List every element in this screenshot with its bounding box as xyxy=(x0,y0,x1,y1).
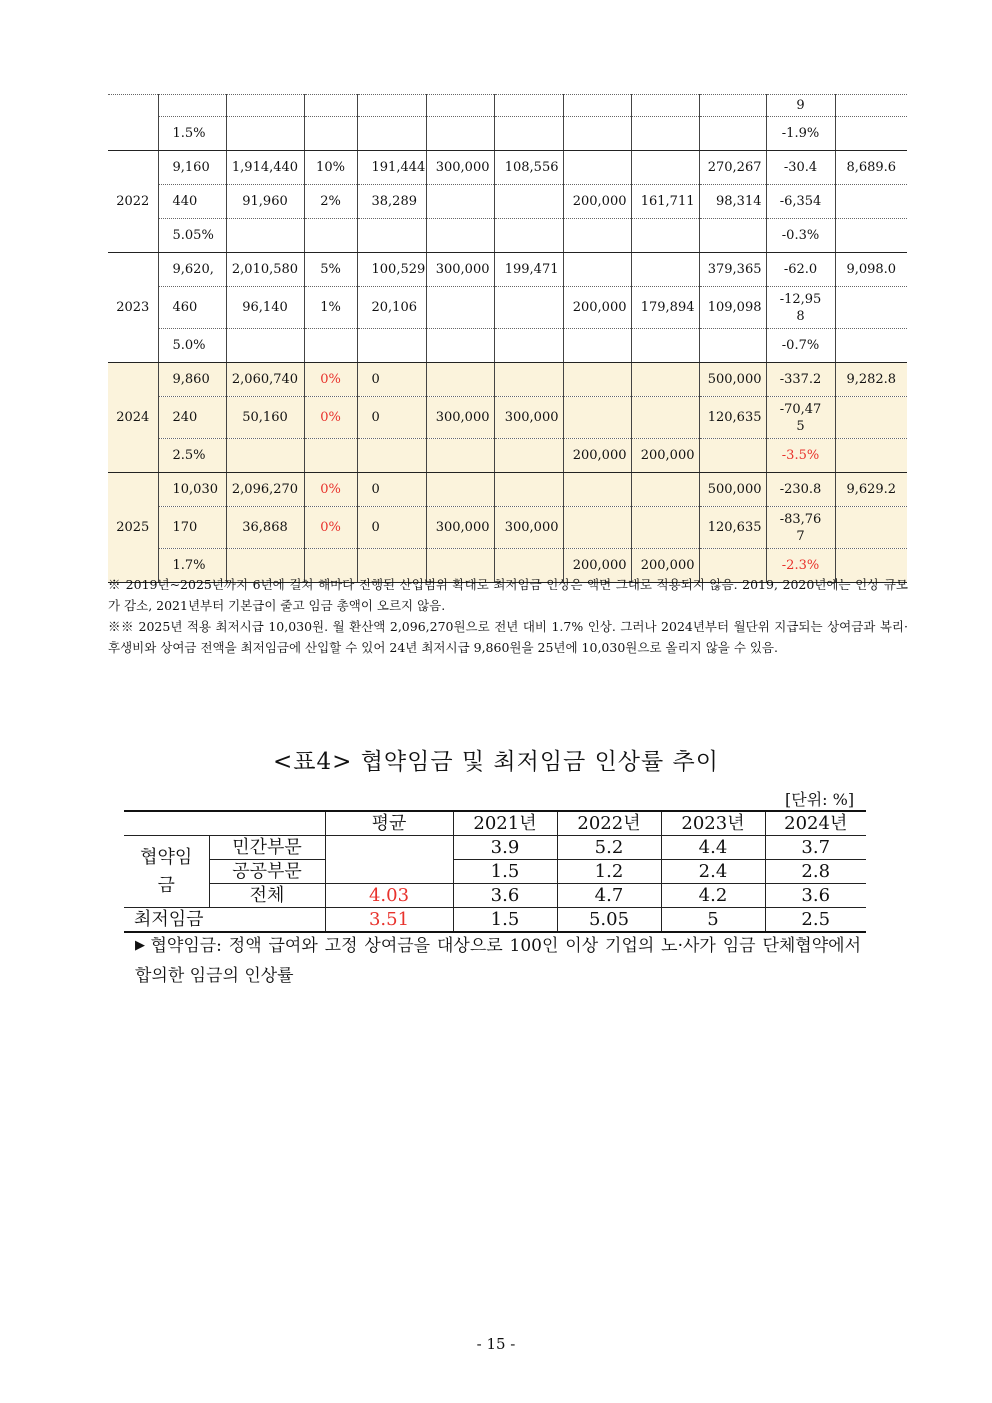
table-cell xyxy=(631,397,699,439)
cell-2024: 3.7 xyxy=(765,836,866,860)
table-cell xyxy=(835,219,907,253)
table-cell xyxy=(426,473,494,507)
table-cell: 200,000 xyxy=(631,549,699,583)
header-2022: 2022년 xyxy=(557,811,661,836)
table-cell xyxy=(494,117,563,151)
table-cell: -62.0 xyxy=(766,253,835,287)
table-cell xyxy=(835,507,907,549)
table-cell: 9,098.0 xyxy=(835,253,907,287)
avg-cell: 4.03 xyxy=(325,884,453,908)
table4-header-row xyxy=(124,811,866,836)
cell-line: -70,47 xyxy=(779,401,822,417)
table-cell: 200,000 xyxy=(563,439,631,473)
table-cell: 0 xyxy=(357,397,426,439)
table-cell xyxy=(835,287,907,329)
table-row xyxy=(108,287,907,329)
table-cell: 0 xyxy=(357,363,426,397)
table-cell: 2,096,270 xyxy=(226,473,304,507)
table-cell xyxy=(494,219,563,253)
table-cell xyxy=(494,185,563,219)
table-cell: 2,010,580 xyxy=(226,253,304,287)
table-cell: 1.5% xyxy=(158,117,226,151)
table-cell xyxy=(158,95,226,117)
year-cell: 2023 xyxy=(108,253,158,363)
cell-2022: 4.7 xyxy=(557,884,661,908)
table-cell: 20,106 xyxy=(357,287,426,329)
table-cell xyxy=(563,117,631,151)
table-cell: 1,914,440 xyxy=(226,151,304,185)
table-cell xyxy=(426,363,494,397)
table-cell: -30.4 xyxy=(766,151,835,185)
table4-row-private xyxy=(124,836,866,860)
table-cell: -1.9% xyxy=(766,117,835,151)
year-cell: 2024 xyxy=(108,363,158,473)
cell-2023: 5 xyxy=(661,908,765,933)
table-cell xyxy=(426,185,494,219)
note-2: ※※ 2025년 적용 최저시급 10,030원. 월 환산액 2,096,270원으로 전년 대비 1.7% 인상. 그러나 2024년부터 월단위 지급되는 상여금과 복리·후생비와 상여금 전액을 최저임금에 산입할 수 있어 24년 최저시급 9,860원을 25년에 10,030원으로 올리지 않을 수 있음. xyxy=(108,619,908,655)
table-cell xyxy=(494,329,563,363)
table-row xyxy=(108,117,907,151)
table-cell xyxy=(226,219,304,253)
table-cell xyxy=(426,329,494,363)
table-cell xyxy=(631,507,699,549)
table-cell: 179,894 xyxy=(631,287,699,329)
table-cell xyxy=(426,117,494,151)
table-cell xyxy=(699,329,766,363)
table-cell: 96,140 xyxy=(226,287,304,329)
table-cell xyxy=(835,185,907,219)
table-cell: 200,000 xyxy=(631,439,699,473)
cell-line: -83,76 xyxy=(779,511,822,527)
table-cell: 500,000 xyxy=(699,473,766,507)
table-cell xyxy=(631,363,699,397)
table-cell: 200,000 xyxy=(563,287,631,329)
table-cell xyxy=(304,117,357,151)
table-cell xyxy=(699,219,766,253)
table-notes xyxy=(108,574,908,658)
table-cell: -3.5% xyxy=(766,439,835,473)
table-cell xyxy=(631,253,699,287)
table-cell: -230.8 xyxy=(766,473,835,507)
table-cell xyxy=(304,439,357,473)
table-cell xyxy=(357,95,426,117)
table-cell: 100,529 xyxy=(357,253,426,287)
year-cell: 2025 xyxy=(108,473,158,583)
table-cell xyxy=(631,329,699,363)
page-number: - 15 - xyxy=(476,1335,516,1353)
cell-line: -12,95 xyxy=(779,291,822,307)
wage-increase-table xyxy=(124,810,866,933)
table4-row-public xyxy=(124,860,866,884)
table-cell: 200,000 xyxy=(563,185,631,219)
cell-2021: 1.5 xyxy=(453,908,557,933)
table-row xyxy=(108,397,907,439)
table-cell xyxy=(494,287,563,329)
header-2021: 2021년 xyxy=(453,811,557,836)
table-cell: 191,444 xyxy=(357,151,426,185)
table-cell xyxy=(563,95,631,117)
cell-2023: 2.4 xyxy=(661,860,765,884)
table-cell: 108,556 xyxy=(494,151,563,185)
table-cell: 9,282.8 xyxy=(835,363,907,397)
cell-2023: 4.2 xyxy=(661,884,765,908)
table-cell xyxy=(699,117,766,151)
cell-line: 8 xyxy=(796,308,805,324)
table-cell: 170 xyxy=(158,507,226,549)
table-cell xyxy=(835,397,907,439)
table-cell: 500,000 xyxy=(699,363,766,397)
table-cell xyxy=(426,95,494,117)
table-cell xyxy=(563,473,631,507)
table-cell: 0% xyxy=(304,507,357,549)
header-2023: 2023년 xyxy=(661,811,765,836)
table-cell: 91,960 xyxy=(226,185,304,219)
table-cell xyxy=(835,117,907,151)
table-cell: 460 xyxy=(158,287,226,329)
table-cell: 199,471 xyxy=(494,253,563,287)
table-row xyxy=(108,329,907,363)
table-cell xyxy=(766,507,835,549)
table-cell: 5% xyxy=(304,253,357,287)
year-cell xyxy=(108,95,158,151)
table-cell xyxy=(426,439,494,473)
table-cell xyxy=(494,439,563,473)
table-cell xyxy=(226,329,304,363)
table-cell: 10,030 xyxy=(158,473,226,507)
table-cell: 9,860 xyxy=(158,363,226,397)
table-cell xyxy=(494,473,563,507)
table-cell: 10% xyxy=(304,151,357,185)
table-cell: 120,635 xyxy=(699,397,766,439)
table-row xyxy=(108,363,907,397)
table-row xyxy=(108,185,907,219)
table-cell xyxy=(357,117,426,151)
table-cell: -0.3% xyxy=(766,219,835,253)
cell-2022: 5.2 xyxy=(557,836,661,860)
table-cell xyxy=(494,95,563,117)
table-cell: 240 xyxy=(158,397,226,439)
table-cell: 2.5% xyxy=(158,439,226,473)
table-cell: 5.05% xyxy=(158,219,226,253)
table-row xyxy=(108,151,907,185)
table-cell xyxy=(494,363,563,397)
table-cell xyxy=(357,329,426,363)
table-cell: 38,289 xyxy=(357,185,426,219)
table-cell xyxy=(563,363,631,397)
row-label: 전체 xyxy=(209,884,325,908)
table-cell: 9,620, xyxy=(158,253,226,287)
table-cell xyxy=(563,397,631,439)
table-cell: 1% xyxy=(304,287,357,329)
table-cell xyxy=(766,397,835,439)
avg-cell xyxy=(325,836,453,884)
year-cell: 2022 xyxy=(108,151,158,253)
table-cell: 9,629.2 xyxy=(835,473,907,507)
cell-2021: 3.9 xyxy=(453,836,557,860)
table4-row-total xyxy=(124,884,866,908)
table-cell: 0% xyxy=(304,473,357,507)
table-cell: 0 xyxy=(357,507,426,549)
header-blank xyxy=(124,811,325,836)
table-row xyxy=(108,507,907,549)
row-label: 최저임금 xyxy=(124,908,325,933)
table-cell xyxy=(563,253,631,287)
table-cell xyxy=(835,95,907,117)
table-cell xyxy=(631,473,699,507)
table-row xyxy=(108,253,907,287)
row-label: 민간부문 xyxy=(209,836,325,860)
cell-2021: 1.5 xyxy=(453,860,557,884)
table-cell: 200,000 xyxy=(563,549,631,583)
table-cell xyxy=(835,329,907,363)
table-cell xyxy=(304,219,357,253)
cell-2024: 2.5 xyxy=(765,908,866,933)
table-cell: -6,354 xyxy=(766,185,835,219)
group-label-negotiated: 협약임 금 xyxy=(124,836,209,908)
cell-2024: 3.6 xyxy=(765,884,866,908)
table-cell xyxy=(699,95,766,117)
table-cell xyxy=(631,151,699,185)
table-cell: 1.7% xyxy=(158,549,226,583)
table-cell: -337.2 xyxy=(766,363,835,397)
table-cell xyxy=(699,439,766,473)
table-cell xyxy=(563,219,631,253)
table-cell xyxy=(563,329,631,363)
table-cell: 2,060,740 xyxy=(226,363,304,397)
table-cell: 270,267 xyxy=(699,151,766,185)
table-cell: 300,000 xyxy=(494,397,563,439)
table-cell xyxy=(631,219,699,253)
table-cell xyxy=(226,117,304,151)
header-avg: 평균 xyxy=(325,811,453,836)
row-label: 공공부문 xyxy=(209,860,325,884)
table-cell xyxy=(304,329,357,363)
table-cell xyxy=(357,219,426,253)
cell-2024: 2.8 xyxy=(765,860,866,884)
table4-title: <표4> 협약임금 및 최저임금 인상률 추이 xyxy=(272,749,719,775)
table-cell xyxy=(304,95,357,117)
table-row xyxy=(108,439,907,473)
table-cell xyxy=(426,219,494,253)
table4-footnote-text: 협약임금: 정액 급여와 고정 상여금을 대상으로 100인 이상 기업의 노·사가 임금 단체협약에서 합의한 임금의 인상률 xyxy=(135,936,861,986)
table-cell xyxy=(766,287,835,329)
table-cell xyxy=(631,95,699,117)
note-1: ※ 2019년~2025년까지 6년에 걸쳐 해마다 진행된 산입범위 확대로 최저임금 인상은 액면 그대로 적용되지 않음. 2019, 2020년에는 인상 규모가 감소, 2021년부터 기본급이 줄고 임금 총액이 오르지 않음. xyxy=(108,577,908,613)
avg-cell: 3.51 xyxy=(325,908,453,933)
table-cell: 98,314 xyxy=(699,185,766,219)
table-cell xyxy=(357,439,426,473)
table-cell: 120,635 xyxy=(699,507,766,549)
table-cell: 36,868 xyxy=(226,507,304,549)
table-cell: 0% xyxy=(304,363,357,397)
table-cell: 109,098 xyxy=(699,287,766,329)
table-cell: -2.3% xyxy=(766,549,835,583)
table-cell xyxy=(563,507,631,549)
table-cell: 5.0% xyxy=(158,329,226,363)
cell-line: 7 xyxy=(796,528,805,544)
header-2024: 2024년 xyxy=(765,811,866,836)
table-row xyxy=(108,219,907,253)
table-cell xyxy=(226,95,304,117)
table-cell xyxy=(835,439,907,473)
table-row xyxy=(108,95,907,117)
table-cell: 8,689.6 xyxy=(835,151,907,185)
table-row xyxy=(108,473,907,507)
table-cell: 379,365 xyxy=(699,253,766,287)
table4-footnote xyxy=(135,932,861,990)
table-cell: 300,000 xyxy=(426,507,494,549)
min-wage-table xyxy=(108,94,907,583)
table-cell: 50,160 xyxy=(226,397,304,439)
table-cell: -0.7% xyxy=(766,329,835,363)
table-cell: 2% xyxy=(304,185,357,219)
cell-2022: 1.2 xyxy=(557,860,661,884)
table-cell: 300,000 xyxy=(494,507,563,549)
table-cell: 300,000 xyxy=(426,151,494,185)
cell-line: 5 xyxy=(796,418,805,434)
table-cell: 0 xyxy=(357,473,426,507)
cell-2022: 5.05 xyxy=(557,908,661,933)
table-cell xyxy=(226,439,304,473)
cell-2023: 4.4 xyxy=(661,836,765,860)
cell-2021: 3.6 xyxy=(453,884,557,908)
table-cell: 440 xyxy=(158,185,226,219)
table4-row-minwage xyxy=(124,908,866,933)
table-cell xyxy=(563,151,631,185)
table-cell: 0% xyxy=(304,397,357,439)
table-cell: 9 xyxy=(766,95,835,117)
table-cell: 9,160 xyxy=(158,151,226,185)
table-cell: 300,000 xyxy=(426,397,494,439)
table4-unit: [단위: %] xyxy=(785,790,855,809)
table-cell: 300,000 xyxy=(426,253,494,287)
triangle-bullet-icon: ▶ xyxy=(135,938,147,953)
table-cell xyxy=(426,287,494,329)
table-cell: 161,711 xyxy=(631,185,699,219)
table-cell xyxy=(631,117,699,151)
